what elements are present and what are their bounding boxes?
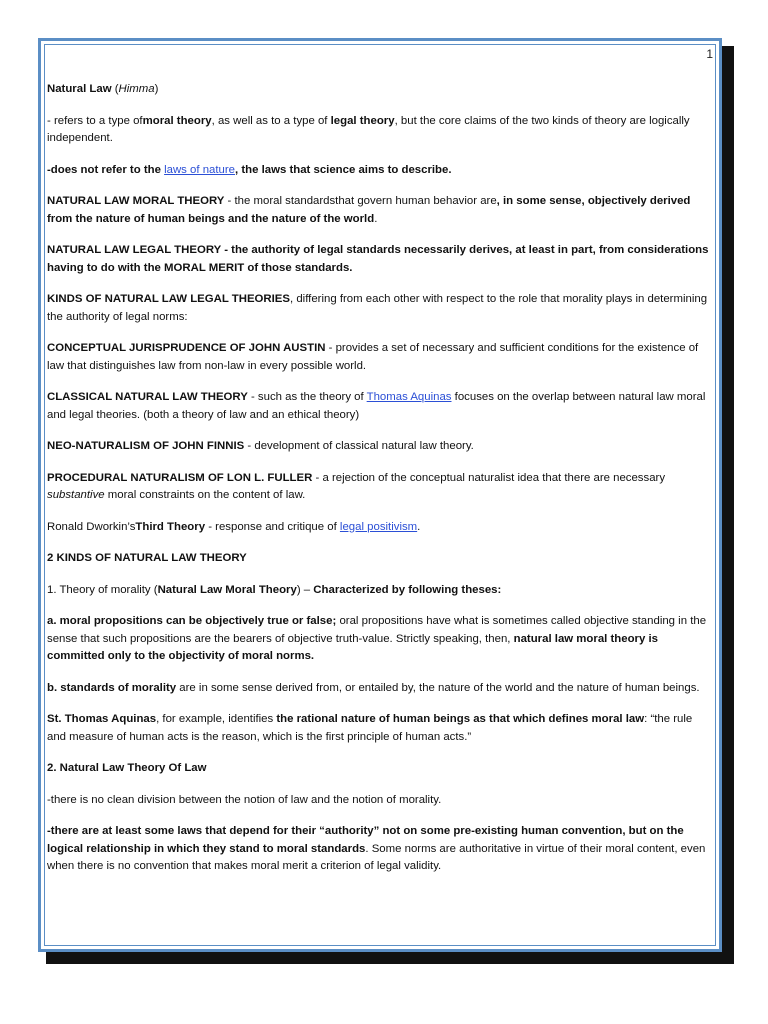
text: - response and critique of bbox=[205, 520, 340, 533]
text: moral theory bbox=[142, 114, 212, 127]
link-legal-positivism[interactable]: legal positivism bbox=[339, 520, 418, 533]
text: NATURAL LAW LEGAL THEORY bbox=[47, 244, 222, 256]
text: focuses on the overlap between natural law moral and legal theories. (both a theory of law and an ethical theory) bbox=[47, 391, 706, 421]
text: CONCEPTUAL JURISPRUDENCE OF JOHN AUSTIN bbox=[47, 342, 326, 354]
document-body bbox=[47, 81, 711, 890]
text: -there is no clean division between the notion of law and the notion of morality. bbox=[47, 793, 442, 806]
text: . Some norms are authoritative in virtue of their moral content, even when there is no convention that makes moral merit a criterion of legal validity. bbox=[47, 842, 706, 872]
text: b. standards of morality bbox=[47, 681, 177, 694]
section-heading bbox=[47, 550, 711, 568]
paragraph bbox=[47, 438, 711, 456]
paragraph bbox=[47, 291, 711, 326]
text: , differing from each other with respect to the role that morality plays in determining the authority of legal norms: bbox=[47, 293, 708, 323]
paragraph bbox=[47, 340, 711, 375]
text: , in some sense, objectively derived from the nature of human beings and the nature of the world bbox=[47, 195, 691, 225]
text: Characterized by following theses: bbox=[313, 583, 502, 596]
text: PROCEDURAL NATURALISM OF LON L. FULLER bbox=[47, 471, 313, 484]
paragraph bbox=[47, 711, 711, 746]
text: a. moral propositions can be objectively true or false; bbox=[47, 615, 337, 627]
text: ) bbox=[154, 83, 159, 95]
heading-natural-law bbox=[47, 81, 711, 99]
text: natural law moral theory is committed only to the objectivity of moral norms. bbox=[47, 632, 658, 662]
text: : “the rule and measure of human acts is the reason, which is the first principle of human acts.” bbox=[47, 713, 693, 743]
paragraph bbox=[47, 582, 711, 600]
text: KINDS OF NATURAL LAW LEGAL THEORIES bbox=[47, 293, 291, 305]
text: ( bbox=[111, 83, 119, 95]
text: NEO-NATURALISM OF JOHN FINNIS bbox=[47, 440, 245, 452]
paragraph bbox=[47, 613, 711, 666]
text: CLASSICAL NATURAL LAW THEORY bbox=[47, 391, 248, 403]
text: Natural Law bbox=[47, 83, 112, 95]
text: 2. Natural Law Theory Of Law bbox=[47, 762, 207, 774]
text: 2 KINDS OF NATURAL LAW THEORY bbox=[47, 552, 247, 564]
text: -does not refer to the bbox=[47, 163, 165, 176]
paragraph bbox=[47, 162, 711, 180]
text: ) – bbox=[296, 583, 314, 596]
text: - the moral standardsthat govern human behavior are bbox=[224, 195, 497, 207]
paragraph bbox=[47, 193, 711, 228]
text: . bbox=[374, 212, 378, 225]
text: , as well as to a type of bbox=[211, 114, 331, 127]
text: 1. Theory of morality ( bbox=[47, 583, 158, 596]
text: - a rejection of the conceptual naturalist idea that there are necessary bbox=[312, 471, 666, 484]
paragraph bbox=[47, 389, 711, 424]
section-heading bbox=[47, 760, 711, 778]
paragraph bbox=[47, 470, 711, 505]
text: , for example, identifies bbox=[156, 713, 277, 725]
paragraph bbox=[47, 519, 711, 537]
text: moral constraints on the content of law. bbox=[104, 489, 306, 501]
text: Ronald Dworkin’s bbox=[47, 520, 136, 533]
text: - provides a set of necessary and sufficient conditions for the existence of law that distinguishes law from non-law in every possible world. bbox=[47, 342, 699, 372]
text: - development of classical natural law theory. bbox=[244, 440, 474, 452]
text: Himma bbox=[118, 83, 155, 95]
text: substantive bbox=[47, 489, 105, 501]
paragraph bbox=[47, 792, 711, 810]
link-laws-of-nature[interactable]: laws of nature bbox=[164, 163, 235, 176]
text: - the authority of legal standards necessarily derives, at least in part, from considerations having to do with the MORAL MERIT of those standards. bbox=[47, 244, 709, 274]
link-thomas-aquinas[interactable]: Thomas Aquinas bbox=[366, 391, 452, 403]
text: are in some sense derived from, or entailed by, the nature of the world and the nature of human beings. bbox=[176, 681, 700, 694]
document-page bbox=[38, 38, 722, 952]
text: - refers to a type of bbox=[47, 114, 143, 127]
text: Third Theory bbox=[135, 520, 206, 533]
text: legal theory bbox=[330, 114, 395, 127]
text: , but the core claims of the two kinds of theory are logically independent. bbox=[47, 114, 690, 144]
text: Natural Law Moral Theory bbox=[157, 583, 297, 596]
page-number: 1 bbox=[706, 47, 713, 61]
text: -there are at least some laws that depend for their “authority” not on some pre-existing human convention, but on the logical relationship in which they stand to moral standards bbox=[47, 825, 684, 855]
paragraph bbox=[47, 113, 711, 148]
text: the rational nature of human beings as that which defines moral law bbox=[276, 713, 645, 725]
text: , the laws that science aims to describe. bbox=[235, 163, 452, 176]
paragraph bbox=[47, 823, 711, 876]
text: - such as the theory of bbox=[247, 391, 367, 403]
text: oral propositions have what is sometimes called objective standing in the sense that such propositions are the bearers of objective truth-value. Strictly speaking, then, bbox=[47, 615, 707, 645]
text: St. Thomas Aquinas bbox=[47, 713, 157, 725]
paragraph bbox=[47, 242, 711, 277]
text: NATURAL LAW MORAL THEORY bbox=[47, 195, 225, 207]
text: . bbox=[417, 520, 421, 533]
paragraph bbox=[47, 680, 711, 698]
